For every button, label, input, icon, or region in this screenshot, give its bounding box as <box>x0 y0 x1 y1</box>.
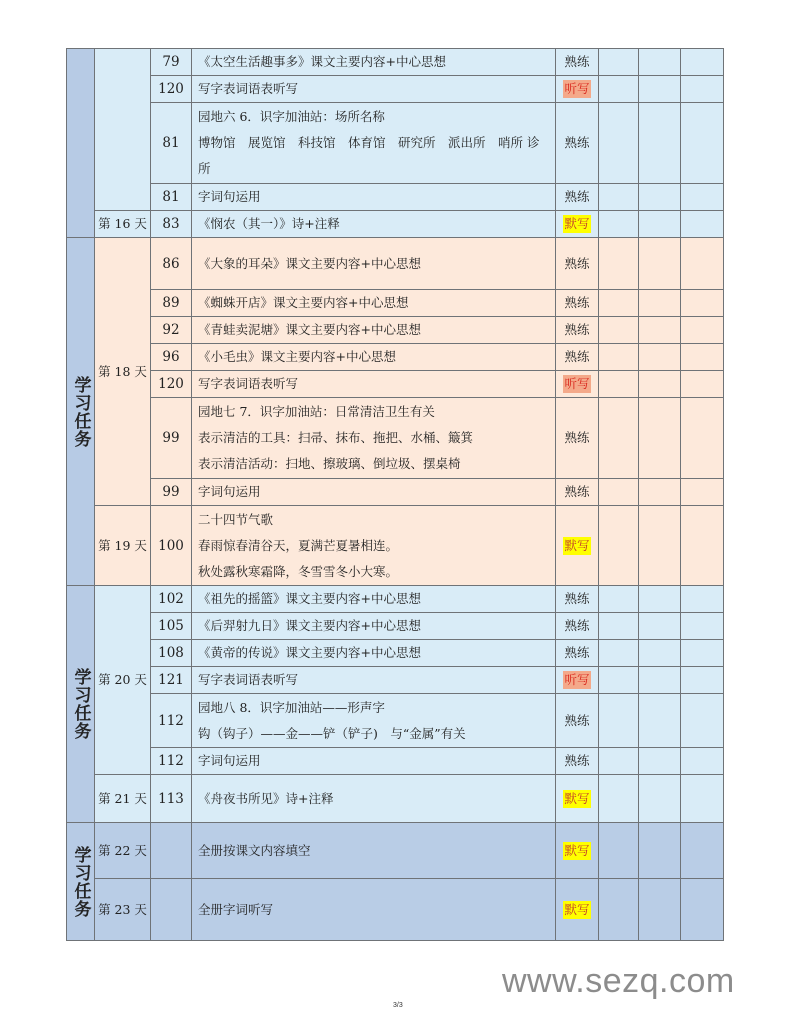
content-line: 园地七 7．识字加油站：日常清洁卫生有关 <box>198 404 435 419</box>
content-line: 所 <box>198 161 211 176</box>
check-cell[interactable] <box>599 775 639 823</box>
page-cell: 112 <box>151 748 192 775</box>
check-cell[interactable] <box>639 49 681 76</box>
moxie-badge: 默写 <box>564 901 590 917</box>
day-cell: 第 19 天 <box>95 506 151 586</box>
table-row <box>67 775 724 823</box>
content-cell: 全册按课文内容填空 <box>192 823 556 879</box>
check-cell[interactable] <box>681 613 724 640</box>
requirement-cell <box>556 76 599 103</box>
section-1 <box>67 49 724 238</box>
moxie-badge: 默写 <box>564 216 590 231</box>
content-line: 春雨惊春清谷天，夏满芒夏暑相连。 <box>198 537 399 553</box>
group-cell <box>67 586 95 823</box>
check-cell[interactable] <box>681 506 724 586</box>
page-cell: 102 <box>151 586 192 613</box>
requirement-cell <box>556 211 599 238</box>
page-cell: 99 <box>151 398 192 479</box>
day-cell: 第 20 天 <box>95 586 151 775</box>
section-3 <box>67 586 724 823</box>
check-cell[interactable] <box>681 184 724 211</box>
table-row <box>67 76 724 103</box>
page-cell: 108 <box>151 640 192 667</box>
content-line: 博物馆 展览馆 科技馆 体育馆 研究所 派出所 哨所 诊 <box>198 135 540 150</box>
page-cell: 112 <box>151 694 192 748</box>
check-cell[interactable] <box>639 76 681 103</box>
check-cell[interactable] <box>639 398 681 479</box>
check-cell[interactable] <box>639 238 681 290</box>
check-cell[interactable] <box>681 667 724 694</box>
check-cell[interactable] <box>599 586 639 613</box>
page-cell: 81 <box>151 103 192 184</box>
requirement-cell <box>556 879 599 941</box>
requirement-cell <box>556 506 599 586</box>
check-cell[interactable] <box>599 613 639 640</box>
check-cell[interactable] <box>681 823 724 879</box>
content-cell: 写字表词语表听写 <box>192 667 556 694</box>
table-row <box>67 823 724 879</box>
check-cell[interactable] <box>639 694 681 748</box>
requirement-cell: 熟练 <box>556 49 599 76</box>
requirement-cell: 熟练 <box>556 640 599 667</box>
page-cell: 120 <box>151 371 192 398</box>
check-cell[interactable] <box>639 290 681 317</box>
content-line: 钩（钩子）——金——铲（铲子) 与“金属”有关 <box>198 725 466 741</box>
content-cell: 字词句运用 <box>192 184 556 211</box>
content-line: 表示清洁的工具：扫帚、抹布、拖把、水桶、簸箕 <box>198 430 474 445</box>
table-row <box>67 211 724 238</box>
check-cell[interactable] <box>681 290 724 317</box>
check-cell[interactable] <box>599 640 639 667</box>
group-label: 学习任务 <box>70 375 91 448</box>
page-number: 3/3 <box>393 1002 403 1009</box>
table-row <box>67 506 724 586</box>
check-cell[interactable] <box>599 506 639 586</box>
check-cell[interactable] <box>599 49 639 76</box>
check-cell[interactable] <box>599 290 639 317</box>
check-cell[interactable] <box>599 823 639 879</box>
content-line: 园地六 6．识字加油站：场所名称 <box>198 109 385 124</box>
requirement-cell: 熟练 <box>556 238 599 290</box>
page-cell: 113 <box>151 775 192 823</box>
group-cell <box>67 823 95 941</box>
table-row <box>67 586 724 613</box>
group-cell <box>67 49 95 238</box>
check-cell[interactable] <box>639 371 681 398</box>
page-cell: 86 <box>151 238 192 290</box>
content-cell: 字词句运用 <box>192 479 556 506</box>
check-cell[interactable] <box>681 76 724 103</box>
check-cell[interactable] <box>639 613 681 640</box>
check-cell[interactable] <box>599 879 639 941</box>
moxie-badge: 默写 <box>564 790 590 806</box>
requirement-cell: 熟练 <box>556 290 599 317</box>
check-cell[interactable] <box>681 879 724 941</box>
check-cell[interactable] <box>639 479 681 506</box>
group-cell <box>67 238 95 586</box>
check-cell[interactable] <box>681 371 724 398</box>
content-cell <box>192 506 556 586</box>
page-cell <box>151 823 192 879</box>
check-cell[interactable] <box>639 667 681 694</box>
requirement-cell: 熟练 <box>556 184 599 211</box>
content-cell: 《青蛙卖泥塘》课文主要内容+中心思想 <box>192 317 556 344</box>
check-cell[interactable] <box>599 667 639 694</box>
group-label: 学习任务 <box>70 668 91 740</box>
page-cell: 99 <box>151 479 192 506</box>
table-row <box>67 613 724 640</box>
page-cell: 121 <box>151 667 192 694</box>
content-cell: 《后羿射九日》课文主要内容+中心思想 <box>192 613 556 640</box>
page-cell: 120 <box>151 76 192 103</box>
content-cell: 《小毛虫》课文主要内容+中心思想 <box>192 344 556 371</box>
table-row <box>67 184 724 211</box>
page-cell: 81 <box>151 184 192 211</box>
page-cell: 89 <box>151 290 192 317</box>
table-row <box>67 371 724 398</box>
check-cell[interactable] <box>681 238 724 290</box>
content-cell: 写字表词语表听写 <box>192 76 556 103</box>
requirement-cell <box>556 775 599 823</box>
check-cell[interactable] <box>639 748 681 775</box>
table-row <box>67 398 724 479</box>
page-cell: 83 <box>151 211 192 238</box>
content-cell <box>192 694 556 748</box>
check-cell[interactable] <box>599 344 639 371</box>
tingxie-badge: 听写 <box>564 672 590 687</box>
check-cell[interactable] <box>599 748 639 775</box>
check-cell[interactable] <box>681 775 724 823</box>
check-cell[interactable] <box>681 748 724 775</box>
table-row <box>67 103 724 184</box>
moxie-badge: 默写 <box>564 842 590 858</box>
check-cell[interactable] <box>599 238 639 290</box>
requirement-cell: 熟练 <box>556 748 599 775</box>
check-cell[interactable] <box>599 479 639 506</box>
content-cell: 《黄帝的传说》课文主要内容+中心思想 <box>192 640 556 667</box>
check-cell[interactable] <box>599 371 639 398</box>
table-row <box>67 879 724 941</box>
check-cell[interactable] <box>639 879 681 941</box>
requirement-cell <box>556 823 599 879</box>
requirement-cell: 熟练 <box>556 694 599 748</box>
table-row <box>67 344 724 371</box>
check-cell[interactable] <box>681 103 724 184</box>
requirement-cell: 熟练 <box>556 344 599 371</box>
check-cell[interactable] <box>681 344 724 371</box>
section-4 <box>67 823 724 941</box>
day-cell <box>95 49 151 211</box>
content-cell: 《悯农（其一）》诗+注释 <box>192 211 556 238</box>
requirement-cell: 熟练 <box>556 103 599 184</box>
check-cell[interactable] <box>681 211 724 238</box>
check-cell[interactable] <box>599 184 639 211</box>
content-line: 秋处露秋寒霜降，冬雪雪冬小大寒。 <box>198 563 399 579</box>
page-cell: 105 <box>151 613 192 640</box>
content-cell: 《舟夜书所见》诗+注释 <box>192 775 556 823</box>
table-row <box>67 640 724 667</box>
check-cell[interactable] <box>681 398 724 479</box>
content-cell: 《蜘蛛开店》课文主要内容+中心思想 <box>192 290 556 317</box>
requirement-cell <box>556 371 599 398</box>
check-cell[interactable] <box>639 640 681 667</box>
check-cell[interactable] <box>681 694 724 748</box>
table-row <box>67 290 724 317</box>
requirement-cell <box>556 667 599 694</box>
section-2 <box>67 238 724 586</box>
table-row <box>67 479 724 506</box>
check-cell[interactable] <box>599 317 639 344</box>
content-cell: 《祖先的摇篮》课文主要内容+中心思想 <box>192 586 556 613</box>
content-cell: 写字表词语表听写 <box>192 371 556 398</box>
check-cell[interactable] <box>639 317 681 344</box>
content-cell <box>192 103 556 184</box>
day-cell: 第 22 天 <box>95 823 151 879</box>
check-cell[interactable] <box>639 344 681 371</box>
check-cell[interactable] <box>639 823 681 879</box>
check-cell[interactable] <box>599 211 639 238</box>
tingxie-badge: 听写 <box>564 81 590 96</box>
check-cell[interactable] <box>639 211 681 238</box>
content-line: 二十四节气歌 <box>198 511 274 527</box>
check-cell[interactable] <box>639 586 681 613</box>
requirement-cell: 熟练 <box>556 586 599 613</box>
group-label: 学习任务 <box>70 845 91 918</box>
day-cell: 第 23 天 <box>95 879 151 941</box>
check-cell[interactable] <box>681 317 724 344</box>
day-cell: 第 21 天 <box>95 775 151 823</box>
check-cell[interactable] <box>639 103 681 184</box>
study-plan-table <box>66 48 724 941</box>
day-cell: 第 18 天 <box>95 238 151 506</box>
table-row <box>67 317 724 344</box>
check-cell[interactable] <box>681 479 724 506</box>
page-cell: 100 <box>151 506 192 586</box>
check-cell[interactable] <box>681 49 724 76</box>
page-cell: 79 <box>151 49 192 76</box>
content-cell: 字词句运用 <box>192 748 556 775</box>
check-cell[interactable] <box>599 398 639 479</box>
table-row <box>67 49 724 76</box>
requirement-cell: 熟练 <box>556 398 599 479</box>
content-cell: 全册字词听写 <box>192 879 556 941</box>
table-row <box>67 238 724 290</box>
page-cell <box>151 879 192 941</box>
tingxie-badge: 听写 <box>564 376 590 391</box>
content-cell <box>192 398 556 479</box>
content-cell: 《大象的耳朵》课文主要内容+中心思想 <box>192 238 556 290</box>
check-cell[interactable] <box>639 506 681 586</box>
check-cell[interactable] <box>639 775 681 823</box>
watermark: www.sezq.com <box>502 962 735 1000</box>
day-cell: 第 16 天 <box>95 211 151 238</box>
content-line: 园地八 8．识字加油站——形声字 <box>198 699 385 715</box>
content-cell: 《太空生活趣事多》课文主要内容+中心思想 <box>192 49 556 76</box>
page-cell: 96 <box>151 344 192 371</box>
check-cell[interactable] <box>639 184 681 211</box>
table-row <box>67 667 724 694</box>
check-cell[interactable] <box>681 586 724 613</box>
check-cell[interactable] <box>681 640 724 667</box>
requirement-cell: 熟练 <box>556 613 599 640</box>
check-cell[interactable] <box>599 76 639 103</box>
requirement-cell: 熟练 <box>556 479 599 506</box>
content-line: 表示清洁活动：扫地、擦玻璃、倒垃圾、摆桌椅 <box>198 456 461 471</box>
check-cell[interactable] <box>599 103 639 184</box>
requirement-cell: 熟练 <box>556 317 599 344</box>
moxie-badge: 默写 <box>564 537 590 553</box>
table-row <box>67 694 724 748</box>
page-cell: 92 <box>151 317 192 344</box>
check-cell[interactable] <box>599 694 639 748</box>
table-row <box>67 748 724 775</box>
